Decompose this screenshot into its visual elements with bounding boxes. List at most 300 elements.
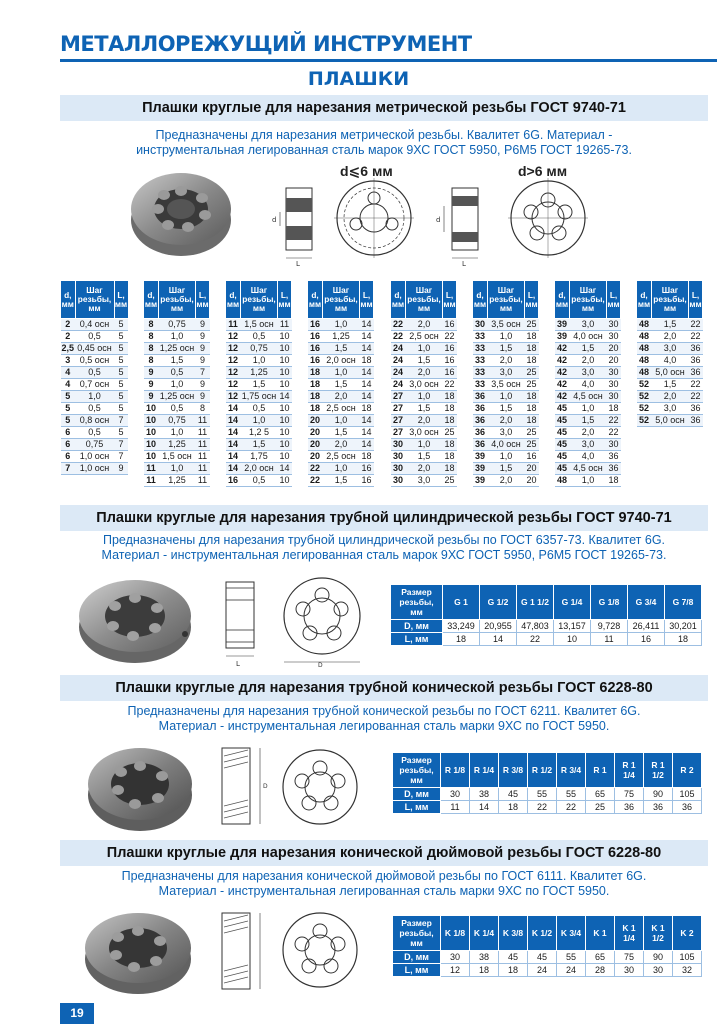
- table-cell: 20: [608, 343, 619, 353]
- table-row: [637, 319, 703, 331]
- size-header: K 1 1/4: [615, 916, 644, 951]
- table-cell: 16: [444, 343, 455, 353]
- table-row: [226, 331, 292, 343]
- table-row: [393, 916, 702, 951]
- table-cell: 1,5: [323, 427, 360, 439]
- table-cell: 0,75: [159, 415, 196, 427]
- table-cell: 52: [637, 391, 652, 403]
- table-cell: 12: [226, 367, 241, 379]
- table-cell: 39: [473, 475, 488, 487]
- table-cell: 42: [555, 343, 570, 355]
- section-pipe-con-title: Плашки круглые для нарезания трубной конической резьбы ГОСТ 6228-80: [60, 675, 708, 701]
- table-cell: 25: [526, 439, 537, 449]
- size-header: R 1: [586, 753, 615, 788]
- table-cell: 27: [391, 427, 406, 439]
- table-cell: 30: [473, 319, 488, 331]
- table-row: [61, 367, 129, 379]
- table-row: [391, 620, 702, 633]
- table-row: [391, 391, 457, 403]
- page-title: ПЛАШКИ: [307, 68, 410, 90]
- table-row: [393, 753, 702, 788]
- table-cell: 22: [557, 801, 586, 814]
- table-row: [308, 379, 374, 391]
- table-row: [555, 475, 621, 487]
- table-row: [226, 403, 292, 415]
- table-cell: 52: [637, 379, 652, 391]
- table-cell: 0,5: [241, 403, 278, 415]
- table-cell: 11: [196, 475, 210, 487]
- table-cell: 36: [690, 415, 701, 425]
- table-cell: 10: [554, 633, 591, 646]
- table-cell: 0,8 осн: [75, 415, 114, 427]
- table-cell: 75: [615, 951, 644, 964]
- metric-col-header: L, мм: [525, 281, 539, 319]
- table-cell: 1,0: [488, 391, 525, 403]
- table-cell: 30: [615, 964, 644, 977]
- table-cell: 24: [391, 379, 406, 391]
- table-cell: 18: [526, 355, 537, 365]
- size-header: K 2: [673, 916, 702, 951]
- table-row: [308, 403, 374, 415]
- table-cell: 20: [308, 439, 323, 451]
- table-cell: 30: [644, 964, 673, 977]
- table-cell: 1,0: [75, 391, 114, 403]
- size-header: K 1: [586, 916, 615, 951]
- table-cell: 24: [557, 964, 586, 977]
- table-cell: 9: [144, 367, 159, 379]
- table-cell: 16: [526, 451, 537, 461]
- table-cell: 14: [361, 379, 372, 389]
- table-cell: 3,0: [406, 475, 443, 487]
- table-cell: 14: [226, 463, 241, 475]
- table-cell: 39: [473, 451, 488, 463]
- table-cell: 18: [526, 331, 537, 341]
- table-row: [308, 391, 374, 403]
- metric-col-header: Шаг резьбы, мм: [488, 281, 525, 319]
- table-cell: 33: [473, 355, 488, 367]
- table-cell: 5: [61, 391, 76, 403]
- metric-die-photo: [128, 165, 234, 259]
- table-cell: 10: [144, 427, 159, 439]
- table-row: [637, 367, 703, 379]
- table-cell: 1,0: [406, 343, 443, 355]
- table-cell: 3,0 осн: [406, 427, 443, 439]
- table-cell: 18: [526, 403, 537, 413]
- table-cell: 10: [279, 415, 290, 425]
- table-cell: 18: [444, 451, 455, 461]
- metric-col-header: L, мм: [689, 281, 703, 319]
- table-row: [555, 331, 621, 343]
- table-cell: 36: [473, 415, 488, 427]
- table-cell: 0,4 осн: [75, 319, 114, 331]
- table-row: [391, 475, 457, 487]
- table-cell: 48: [637, 331, 652, 343]
- table-row: [61, 439, 129, 451]
- table-row: [473, 379, 539, 391]
- table-row: [473, 427, 539, 439]
- table-row: [61, 427, 129, 439]
- table-cell: 11: [196, 427, 210, 439]
- table-cell: 14: [226, 439, 241, 451]
- table-row: [637, 343, 703, 355]
- table-row: [308, 463, 374, 475]
- table-row: [226, 355, 292, 367]
- table-cell: 22: [690, 391, 701, 401]
- table-row: [473, 451, 539, 463]
- table-cell: 48: [637, 367, 652, 379]
- table-cell: 18: [308, 367, 323, 379]
- table-row: [144, 331, 210, 343]
- table-row: [226, 343, 292, 355]
- metric-col-header: L, мм: [196, 281, 210, 319]
- metric-col-header: d, мм: [555, 281, 570, 319]
- table-cell: 16: [361, 475, 372, 485]
- table-cell: 9: [196, 343, 210, 355]
- size-header: K 1/8: [441, 916, 470, 951]
- table-cell: 0,5: [241, 331, 278, 343]
- row-label: D, мм: [391, 620, 443, 633]
- table-cell: 2,0 осн: [241, 463, 278, 475]
- table-cell: 1,5: [323, 343, 360, 355]
- table-cell: 11: [591, 633, 628, 646]
- table-row: [308, 415, 374, 427]
- metric-col-header: L, мм: [278, 281, 292, 319]
- table-cell: 22: [391, 319, 406, 331]
- table-cell: 9: [114, 463, 128, 475]
- table-cell: 55: [528, 788, 557, 801]
- table-cell: 3,0: [570, 367, 607, 379]
- table-cell: 1,0: [241, 415, 278, 427]
- table-row: [391, 379, 457, 391]
- metric-col-header: L, мм: [360, 281, 374, 319]
- table-cell: 33: [473, 379, 488, 391]
- table-cell: 22: [308, 475, 323, 487]
- label-d-small: d⩽6 мм: [340, 163, 393, 179]
- table-row: [555, 379, 621, 391]
- table-cell: 2,0: [570, 427, 607, 439]
- table-row: [144, 451, 210, 463]
- table-row: [144, 475, 210, 487]
- table-cell: 18: [308, 391, 323, 403]
- table-cell: 12: [226, 331, 241, 343]
- table-cell: 14: [279, 391, 290, 401]
- table-cell: 18: [526, 391, 537, 401]
- table-cell: 16: [628, 633, 665, 646]
- table-cell: 30: [391, 463, 406, 475]
- table-cell: 9: [144, 391, 159, 403]
- table-cell: 1,0: [159, 379, 196, 391]
- die-side-drawing-large: [430, 182, 490, 268]
- table-cell: 13,157: [554, 620, 591, 633]
- table-cell: 1,5: [406, 355, 443, 367]
- row-label: Размер резьбы, мм: [391, 585, 443, 620]
- table-cell: 39: [473, 463, 488, 475]
- table-cell: 45: [499, 788, 528, 801]
- svg-text:D: D: [318, 662, 323, 668]
- table-row: [61, 331, 129, 343]
- section-inch-con-title: Плашки круглые для нарезания конической дюймовой резьбы ГОСТ 6228-80: [60, 840, 708, 866]
- size-header: G 3/4: [628, 585, 665, 620]
- table-cell: 5,0 осн: [652, 367, 689, 379]
- table-cell: 36: [473, 439, 488, 451]
- table-cell: 3,0: [488, 427, 525, 439]
- table-cell: 5: [114, 379, 128, 391]
- table-cell: 25: [444, 427, 455, 437]
- table-cell: 48: [555, 475, 570, 487]
- table-cell: 36: [473, 403, 488, 415]
- table-cell: 3,5 осн: [488, 319, 525, 331]
- metric-table-3: [225, 280, 292, 487]
- table-cell: 9: [196, 355, 210, 367]
- table-cell: 18: [361, 355, 372, 365]
- table-row: [555, 403, 621, 415]
- table-row: [144, 379, 210, 391]
- table-cell: 5: [114, 367, 128, 379]
- table-row: [473, 331, 539, 343]
- table-cell: 22: [690, 331, 701, 341]
- table-cell: 2,0: [406, 415, 443, 427]
- metric-col-header: Шаг резьбы, мм: [159, 281, 196, 319]
- table-cell: 1,0 осн: [75, 463, 114, 475]
- table-cell: 5: [114, 331, 128, 343]
- page-number: 19: [60, 1003, 94, 1024]
- size-header: K 1/2: [528, 916, 557, 951]
- table-cell: 20: [308, 415, 323, 427]
- table-cell: 90: [644, 951, 673, 964]
- table-cell: 14: [361, 427, 372, 437]
- table-cell: 14: [361, 343, 372, 353]
- label-d-large: d>6 мм: [518, 163, 568, 179]
- table-cell: 12: [226, 379, 241, 391]
- table-cell: 18: [361, 451, 372, 461]
- table-cell: 27: [391, 391, 406, 403]
- table-cell: 5: [114, 403, 128, 415]
- table-cell: 36: [615, 801, 644, 814]
- table-cell: 1,0: [159, 463, 196, 475]
- table-cell: 33: [473, 367, 488, 379]
- table-cell: 2,0: [323, 439, 360, 451]
- die-front-drawing-small: [334, 178, 414, 258]
- table-row: [555, 355, 621, 367]
- table-cell: 9: [196, 319, 210, 331]
- table-cell: 16: [308, 331, 323, 343]
- table-row: [308, 475, 374, 487]
- table-cell: 4,5 осн: [570, 463, 607, 475]
- table-cell: 4,5 осн: [570, 391, 607, 403]
- table-row: [555, 343, 621, 355]
- table-cell: 22: [690, 319, 701, 329]
- table-cell: 48: [637, 319, 652, 331]
- table-cell: 10: [279, 427, 290, 437]
- table-cell: 0,5: [241, 475, 278, 487]
- table-cell: 36: [608, 451, 619, 461]
- metric-table-8: [636, 280, 703, 427]
- table-row: [226, 475, 292, 487]
- table-row: [226, 367, 292, 379]
- table-cell: 75: [615, 788, 644, 801]
- table-cell: 33: [473, 343, 488, 355]
- table-row: [61, 319, 129, 331]
- table-cell: 55: [557, 951, 586, 964]
- table-cell: 65: [586, 951, 615, 964]
- table-row: [637, 403, 703, 415]
- size-header: R 1 1/4: [615, 753, 644, 788]
- table-cell: 16: [361, 463, 372, 473]
- table-row: [473, 403, 539, 415]
- table-cell: 25: [526, 427, 537, 437]
- table-row: [144, 403, 210, 415]
- table-cell: 11: [196, 415, 210, 427]
- table-cell: 24: [391, 343, 406, 355]
- metric-col-header: L, мм: [114, 281, 128, 319]
- pipe-cyl-front-drawing: [278, 576, 366, 668]
- table-row: [61, 403, 129, 415]
- table-cell: 2,5 осн: [406, 331, 443, 343]
- table-cell: 3,0: [570, 439, 607, 451]
- row-label: D, мм: [393, 788, 441, 801]
- table-cell: 14: [470, 801, 499, 814]
- table-row: [226, 463, 292, 475]
- table-cell: 10: [279, 367, 290, 377]
- table-row: [473, 343, 539, 355]
- table-cell: 20: [526, 475, 537, 485]
- table-row: [637, 415, 703, 427]
- table-cell: 30: [608, 319, 619, 329]
- table-cell: 9,728: [591, 620, 628, 633]
- table-cell: 14: [361, 319, 372, 329]
- table-cell: 3,0: [570, 319, 607, 331]
- table-cell: 11: [144, 475, 159, 487]
- table-row: [144, 355, 210, 367]
- table-row: [391, 415, 457, 427]
- metric-col-header: Шаг резьбы, мм: [406, 281, 443, 319]
- table-row: [391, 355, 457, 367]
- table-cell: 20: [526, 463, 537, 473]
- table-cell: 3,0: [488, 367, 525, 379]
- table-cell: 2,0: [323, 391, 360, 403]
- table-cell: 1,5: [406, 451, 443, 463]
- table-cell: 4,0 осн: [488, 439, 525, 451]
- table-cell: 16: [444, 367, 455, 377]
- pipe-con-table: [392, 752, 702, 814]
- section-metric-desc: Предназначены для нарезания метрической резьбы. Квалитет 6G. Материал - инструментальная легированная сталь марок 9ХС ГОСТ 5950, Р6М5 ГОСТ 19265-73.: [136, 128, 632, 157]
- table-cell: 18: [665, 633, 702, 646]
- metric-col-header: Шаг резьбы, мм: [652, 281, 689, 319]
- table-cell: 45: [555, 439, 570, 451]
- table-cell: 65: [586, 788, 615, 801]
- metric-table-5: [390, 280, 457, 487]
- pipe-cyl-side-drawing: [212, 574, 268, 670]
- table-cell: 30,201: [665, 620, 702, 633]
- table-cell: 1,5: [570, 343, 607, 355]
- table-cell: 11: [196, 463, 210, 475]
- table-cell: 18: [499, 964, 528, 977]
- size-header: R 3/4: [557, 753, 586, 788]
- metric-col-header: d, мм: [391, 281, 406, 319]
- table-cell: 22: [517, 633, 554, 646]
- table-cell: 6: [61, 439, 76, 451]
- table-cell: 20: [608, 355, 619, 365]
- svg-text:d: d: [272, 216, 277, 224]
- svg-text:L: L: [296, 260, 300, 268]
- table-cell: 24: [391, 367, 406, 379]
- table-cell: 0,75: [75, 439, 114, 451]
- table-row: [61, 355, 129, 367]
- metric-col-header: L, мм: [607, 281, 621, 319]
- table-row: [226, 427, 292, 439]
- table-cell: 18: [526, 415, 537, 425]
- table-cell: 10: [144, 415, 159, 427]
- table-row: [61, 415, 129, 427]
- table-cell: 36: [644, 801, 673, 814]
- table-cell: 52: [637, 403, 652, 415]
- table-cell: 2,0: [652, 331, 689, 343]
- table-cell: 7: [61, 463, 76, 475]
- table-row: [226, 415, 292, 427]
- table-row: [473, 367, 539, 379]
- table-cell: 2,0: [406, 463, 443, 475]
- table-cell: 36: [673, 801, 702, 814]
- table-cell: 11: [441, 801, 470, 814]
- table-row: [391, 585, 702, 620]
- table-row: [637, 391, 703, 403]
- table-cell: 1,5 осн: [159, 451, 196, 463]
- table-cell: 10: [279, 379, 290, 389]
- table-cell: 45: [555, 463, 570, 475]
- inch-con-table: [392, 915, 702, 977]
- table-cell: 1,25 осн: [159, 391, 195, 401]
- table-cell: 8: [196, 403, 210, 415]
- table-cell: 2: [61, 331, 76, 343]
- table-cell: 7: [196, 367, 210, 379]
- table-cell: 30: [608, 367, 619, 377]
- table-cell: 26,411: [628, 620, 665, 633]
- table-cell: 38: [470, 788, 499, 801]
- metric-col-header: L, мм: [443, 281, 457, 319]
- table-cell: 47,803: [517, 620, 554, 633]
- table-cell: 1,0: [159, 331, 196, 343]
- table-cell: 0,5: [75, 367, 114, 379]
- table-cell: 22: [528, 801, 557, 814]
- table-cell: 20: [308, 427, 323, 439]
- table-cell: 36: [473, 391, 488, 403]
- metric-col-header: d, мм: [473, 281, 488, 319]
- inch-con-die-photo: [82, 905, 194, 997]
- table-cell: 18: [444, 415, 455, 425]
- svg-text:L: L: [236, 660, 240, 668]
- table-row: [555, 463, 621, 475]
- table-cell: 2,0: [488, 415, 525, 427]
- table-cell: 18: [361, 403, 372, 413]
- size-header: R 2: [673, 753, 702, 788]
- size-header: R 1 1/2: [644, 753, 673, 788]
- metric-col-header: d, мм: [308, 281, 323, 319]
- inch-con-front-drawing: [280, 908, 360, 992]
- table-row: [391, 331, 457, 343]
- table-row: [391, 367, 457, 379]
- table-row: [144, 391, 210, 403]
- table-cell: 4,0 осн: [570, 331, 607, 343]
- table-cell: 3,0 осн: [406, 379, 443, 391]
- size-header: R 1/8: [441, 753, 470, 788]
- table-cell: 30: [608, 391, 619, 401]
- table-cell: 30: [608, 331, 619, 341]
- table-cell: 0,5: [75, 427, 114, 439]
- table-row: [226, 451, 292, 463]
- table-cell: 8: [144, 355, 159, 367]
- table-cell: 16: [308, 343, 323, 355]
- table-cell: 14: [361, 415, 372, 425]
